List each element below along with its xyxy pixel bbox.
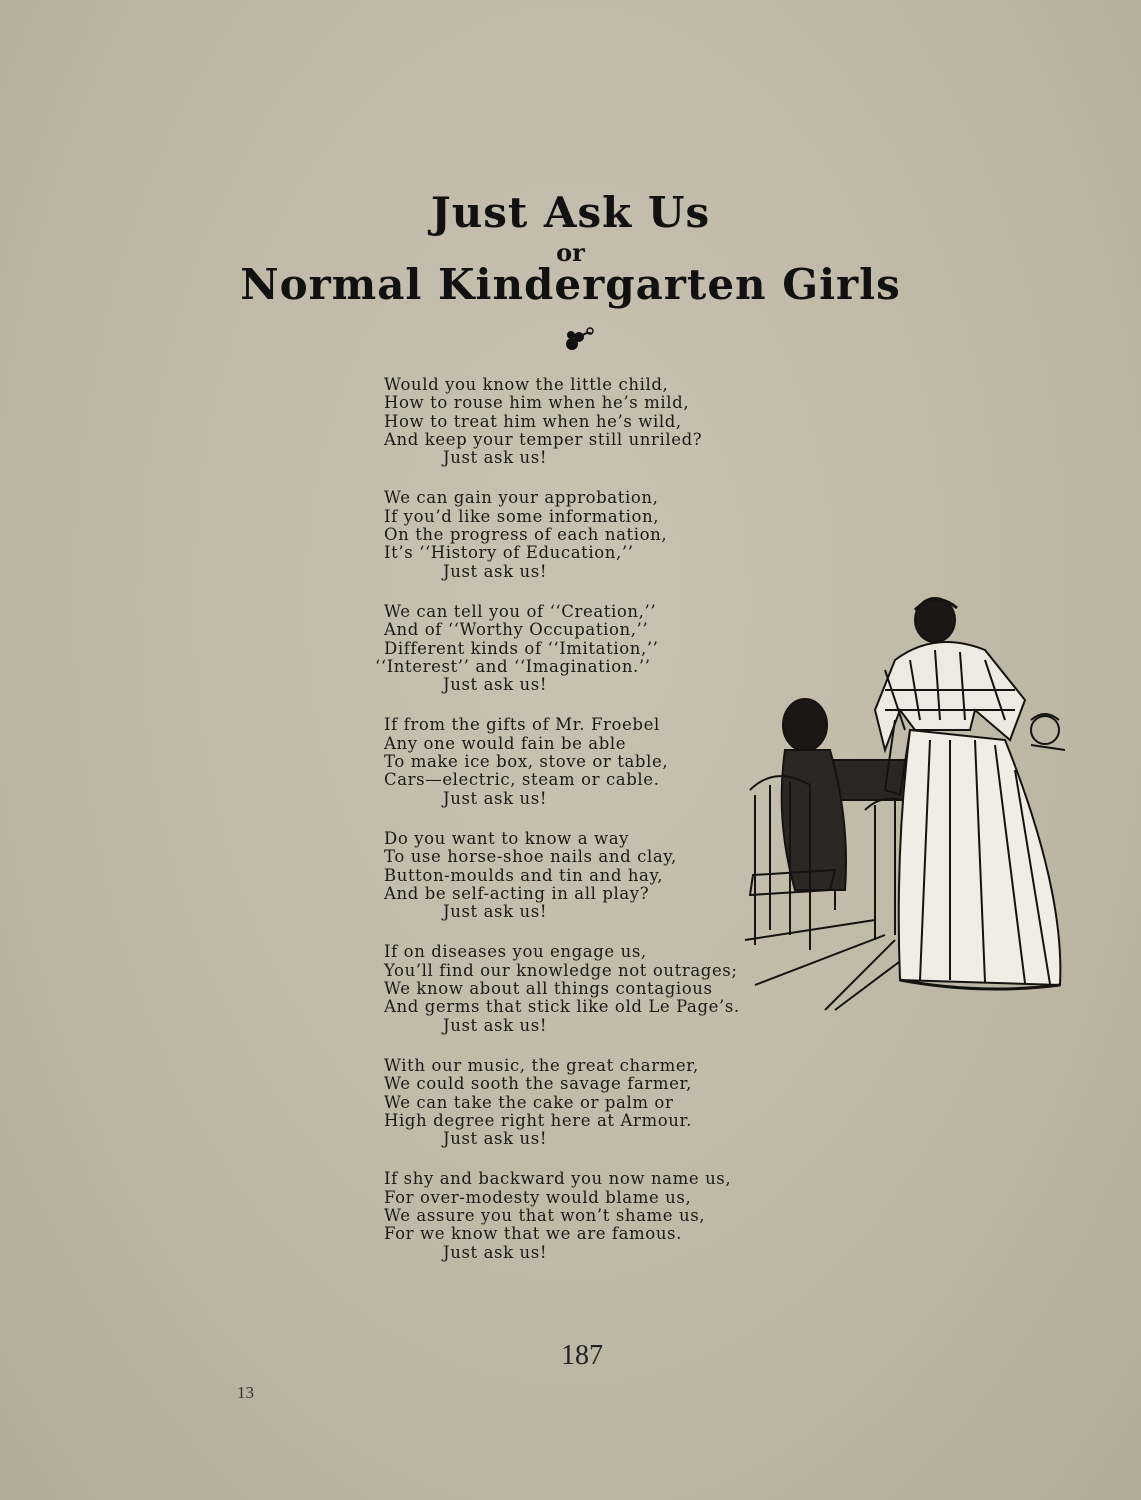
poem-line: Cars—electric, steam or cable.: [384, 770, 660, 790]
poem-line: Do you want to know a way: [384, 828, 630, 848]
refrain: Just ask us!: [443, 675, 548, 695]
poem-line: For we know that we are famous.: [384, 1224, 682, 1244]
title-line-1: Just Ask Us: [430, 188, 711, 237]
title-line-3: Normal Kindergarten Girls: [240, 260, 901, 309]
poem-line: How to rouse him when he’s mild,: [384, 393, 690, 413]
plate-number: 13: [237, 1383, 254, 1402]
stanza-1: [384, 376, 740, 467]
poem-line: For over-modesty would blame us,: [384, 1187, 692, 1207]
clover-ornament-icon: [562, 322, 596, 356]
stanza-8: [384, 1170, 740, 1261]
poem-line: And germs that stick like old Le Page’s.: [384, 997, 740, 1017]
poem-line: And keep your temper still unriled?: [384, 429, 703, 449]
poem-line: With our music, the great charmer,: [384, 1055, 699, 1075]
poem-line: High degree right here at Armour.: [384, 1110, 693, 1130]
poem-line: It’s ‘‘History of Education,’’: [384, 543, 634, 563]
poem-line: We could sooth the savage farmer,: [384, 1074, 693, 1094]
poem-line: ‘‘Interest’’ and ‘‘Imagination.’’: [375, 656, 651, 676]
refrain: Just ask us!: [443, 448, 548, 468]
stanza-3: [375, 601, 740, 695]
poem-line: Would you know the little child,: [384, 375, 669, 394]
poem-line: We can tell you of ‘‘Creation,’’: [384, 601, 657, 621]
poem-line: And be self-acting in all play?: [384, 883, 650, 903]
refrain: Just ask us!: [443, 788, 548, 808]
poem-line: Any one would fain be able: [384, 733, 627, 753]
poem-line: You’ll find our knowledge not outrages;: [384, 960, 738, 980]
poem: [375, 375, 740, 1284]
stanza-4: [384, 716, 740, 807]
kindergarten-illustration: [735, 590, 1065, 1020]
poem-line: We know about all things contagious: [384, 979, 713, 999]
poem-line: On the progress of each nation,: [384, 525, 668, 545]
poem-line: We assure you that won’t shame us,: [384, 1205, 706, 1225]
poem-line: If shy and backward you now name us,: [384, 1169, 732, 1189]
title-line-2: or: [556, 238, 585, 267]
poem-line: If on diseases you engage us,: [384, 942, 647, 962]
poem-line: To use horse-shoe nails and clay,: [384, 847, 677, 867]
poem-line: We can take the cake or palm or: [384, 1092, 674, 1112]
poem-line: If you’d like some information,: [384, 506, 660, 526]
poem-line: Different kinds of ‘‘Imitation,’’: [384, 638, 659, 658]
poem-line: How to treat him when he’s wild,: [384, 411, 682, 431]
poem-line: We can gain your approbation,: [384, 488, 659, 508]
stanza-6: [384, 943, 740, 1034]
refrain: Just ask us!: [443, 1129, 548, 1149]
stanza-2: [384, 489, 740, 580]
poem-line: And of ‘‘Worthy Occupation,’’: [384, 620, 649, 640]
page-number: 187: [561, 1340, 603, 1371]
stanza-7: [384, 1057, 740, 1148]
poem-line: To make ice box, stove or table,: [384, 752, 669, 772]
refrain: Just ask us!: [443, 902, 548, 922]
poem-line: Button-moulds and tin and hay,: [384, 865, 664, 885]
stanza-5: [384, 830, 740, 921]
refrain: Just ask us!: [443, 561, 548, 581]
refrain: Just ask us!: [443, 1015, 548, 1035]
refrain: Just ask us!: [443, 1242, 548, 1262]
poem-line: If from the gifts of Mr. Froebel: [384, 715, 660, 735]
